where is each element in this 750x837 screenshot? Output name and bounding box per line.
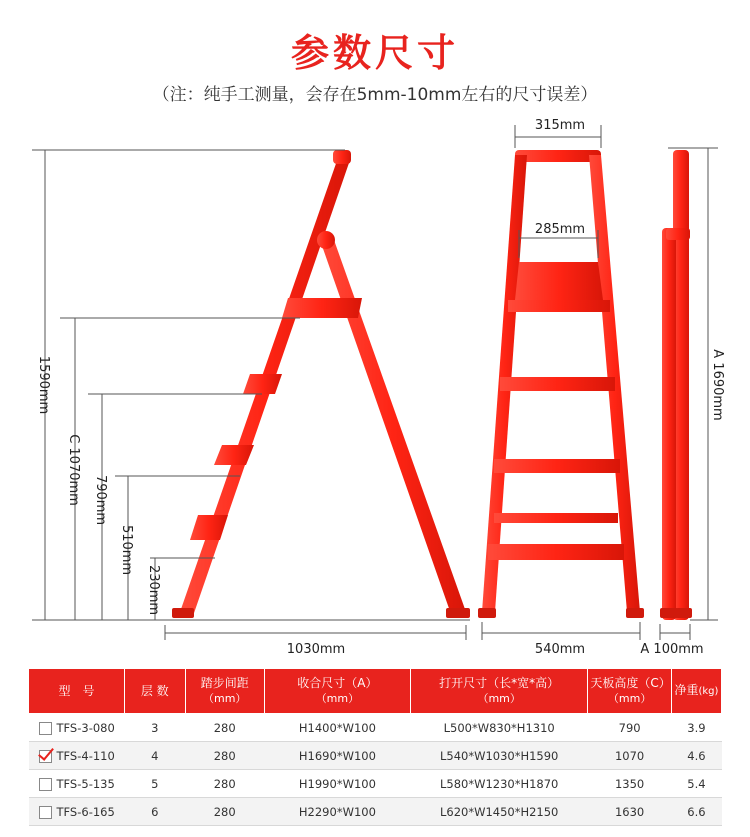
platform-cell: 1070 [588,742,671,770]
folded-depth-label: A 100mm [640,642,704,655]
folded-cell: H2290*W100 [264,798,410,826]
layers-cell: 5 [125,770,186,798]
open-cell: L620*W1450*H2150 [410,798,587,826]
open-cell: L500*W830*H1310 [410,714,587,742]
side-view-dimension-lines [32,150,470,640]
header-folded-size: 收合尺寸（A） （mm） [264,669,410,714]
step-cell: 280 [185,798,264,826]
folded-height-label: A 1690mm [710,349,725,421]
header-open-size: 打开尺寸（长*宽*高） （mm） [410,669,587,714]
header-model: 型 号 [29,669,125,714]
platform-cell: 1630 [588,798,671,826]
folded-cell: H1690*W100 [264,742,410,770]
platform-width-label: 285mm [534,222,586,237]
table-row [29,798,722,826]
header-platform-height: 天板高度（C） （mm） [588,669,671,714]
weight-cell: 6.6 [671,798,721,826]
total-height-label: 1590mm [36,355,51,415]
platform-cell: 790 [588,714,671,742]
spec-table [28,668,722,826]
weight-cell: 3.9 [671,714,721,742]
model-cell: TFS-5-135 [29,770,125,798]
open-depth-label: 1030mm [286,642,346,655]
table-row [29,714,722,742]
layers-cell: 3 [125,714,186,742]
step-cell: 280 [185,714,264,742]
table-row [29,742,722,770]
model-cell: TFS-6-165 [29,798,125,826]
measurement-note: （注：纯手工测量，会存在5mm-10mm左右的尺寸误差） [152,85,598,105]
model-cell: TFS-4-110 [29,742,125,770]
side-view-ladder [172,150,470,618]
layers-cell: 4 [125,742,186,770]
front-view-ladder [478,150,644,618]
base-width-label: 540mm [534,642,586,655]
model-checkbox-checked[interactable] [39,750,52,763]
header-net-weight: 净重(kg) [671,669,721,714]
step2-height-label: 510mm [119,524,134,576]
layers-cell: 6 [125,798,186,826]
model-cell: TFS-3-080 [29,714,125,742]
step3-height-label: 790mm [93,474,108,526]
folded-cell: H1400*W100 [264,714,410,742]
header-layers: 层 数 [125,669,186,714]
header-step-spacing: 踏步间距 （mm） [185,669,264,714]
open-cell: L540*W1030*H1590 [410,742,587,770]
open-cell: L580*W1230*H1870 [410,770,587,798]
platform-cell: 1350 [588,770,671,798]
model-checkbox[interactable] [39,806,52,819]
step-cell: 280 [185,770,264,798]
table-header-row [29,669,722,714]
folded-cell: H1990*W100 [264,770,410,798]
page-title: 参数尺寸 [290,31,459,75]
table-row [29,770,722,798]
weight-cell: 4.6 [671,742,721,770]
step1-height-label: 230mm [146,564,161,616]
weight-cell: 5.4 [671,770,721,798]
model-checkbox[interactable] [39,722,52,735]
step-cell: 280 [185,742,264,770]
top-width-label: 315mm [534,118,586,133]
folded-view-ladder [660,150,692,620]
c-height-label: C 1070mm [66,434,81,506]
ladder-dimension-drawing [0,110,750,655]
model-checkbox[interactable] [39,778,52,791]
